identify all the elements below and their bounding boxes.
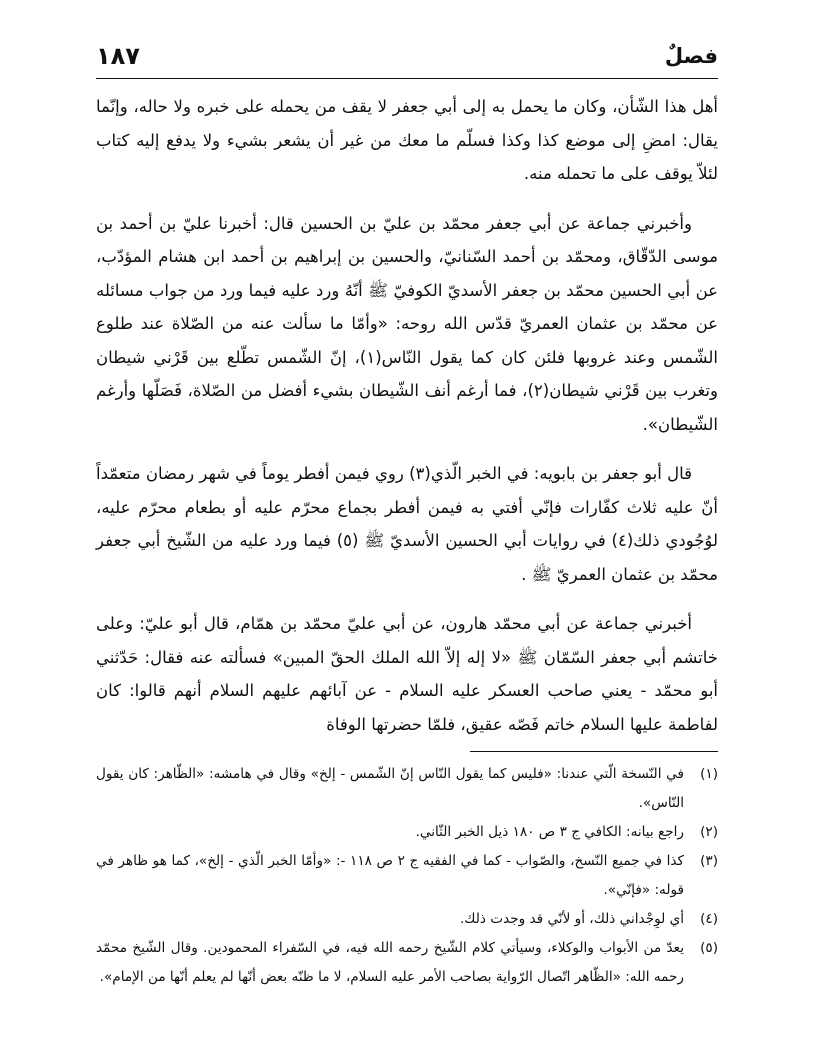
footnote-text: راجع بيانه: الكافي ج ٣ ص ١٨٠ ذيل الخبر الثّاني. [415,824,684,840]
footnote-text: يعدّ من الأبواب والوكلاء، وسيأتي كلام الشّيخ رحمه الله فيه، في السّفراء المحمودين. وقال الشّيخ محمّد رحمه الله: «الظّاهر اتّصال الرّواية بصاحب الأمر عليه السلام، لا ما ظنّه بعض أنّها لم يعلم أنّها من الإمام». [96,940,684,985]
footnote-number: (٣) [700,853,718,869]
paragraph: أخبرني جماعة عن أبي محمّد هارون، عن أبي عليّ محمّد بن همّام، قال أبو عليّ: وعلى خاتشم أبي جعفر السّمّان ﷺ «لا إله إلاّ الله الملك الحقّ المبين» فسألته عنه فقال: حَدّثني أبو محمّد - يعني صاحب العسكر عليه السلام - عن آبائهم عليهم السلام أنهم قالوا: كان لفاطمة عليها السلام خاتم فَصّه عقيق، فلمّا حضرتها الوفاة [96,614,718,734]
footnote-separator [470,751,718,752]
paragraph: أهل هذا الشّأن، وكان ما يحمل به إلى أبي جعفر لا يقف من يحمله على خبره ولا حاله، وإنّما يقال: امضِ إلى موضع كذا وكذا فسلّم ما معك من غير أن يشعر بشيء ولا يدفع إليه كتاب لئلاّ يوقف على ما تحمله منه. [96,97,718,183]
footnote [96,818,718,847]
paragraph: قال أبو جعفر بن بابويه: في الخبر الّذي(٣) روي فيمن أفطر يوماً في شهر رمضان متعمّداً أنّ عليه ثلاث كفّارات فإنّي أفتي به فيمن أفطر بجماع محرّم عليه أو بطعام محرّم عليه، لوُجُودي ذلك(٤) في روايات أبي الحسين الأسديّ ﷺ (٥) فيما ورد عليه من الشّيخ أبي جعفر محمّد بن عثمان العمريّ ﷺ . [96,464,718,584]
footnote-number: (٤) [700,911,718,927]
footnote-number: (٢) [700,824,718,840]
footnote-text: في النّسخة الّتي عندنا: «فليس كما يقول النّاس إنّ الشّمس - إلخ» وقال في هامشه: «الظّاهر: كان يقول النّاس». [96,766,684,811]
footnote [96,905,718,934]
section-title: فصلٌ [664,44,718,68]
footnote-number: (٥) [700,940,718,956]
footnote-number: (١) [700,766,718,782]
footnotes [96,760,718,992]
page-header [96,38,718,79]
footnote-text: كذا في جميع النّسخ، والصّواب - كما في الفقيه ج ٢ ص ١١٨ -: «وأمّا الخبر الّذي - إلخ»، كما هو ظاهر في قوله: «فإنّي». [96,853,685,898]
footnote-text: أي لوِجْداني ذلك، أو لأنّي قد وجدت ذلك. [459,911,684,927]
footnote [96,847,718,905]
footnote [96,760,718,818]
footnote [96,934,718,992]
page-number: ١٨٧ [96,42,140,70]
paragraph: وأخبرني جماعة عن أبي جعفر محمّد بن عليّ بن الحسين قال: أخبرنا عليّ بن أحمد بن موسى الدّقّاق، ومحمّد بن أحمد السّنانيّ، والحسين بن إبراهيم بن أحمد ابن هشام المؤدّب، عن أبي الحسين محمّد بن جعفر الأسديّ الكوفيّ ﷺ أنّهُ ورد عليه فيما ورد من جواب مسائله عن محمّد بن عثمان العمريّ قدّس الله روحه: «وأمّا ما سألت عنه من الصّلاة عند طلوع الشّمس وعند غروبها فلئن كان كما يقول النّاس(١)، إنّ الشّمس تطّلع بين قَرْني شيطان وتغرب بين قَرْني شيطان(٢)، فما أرغم أنف الشّيطان بشيء أفضل من الصّلاة، فَصَلّها وأرغم الشّيطان». [96,213,718,434]
main-text [96,90,718,757]
